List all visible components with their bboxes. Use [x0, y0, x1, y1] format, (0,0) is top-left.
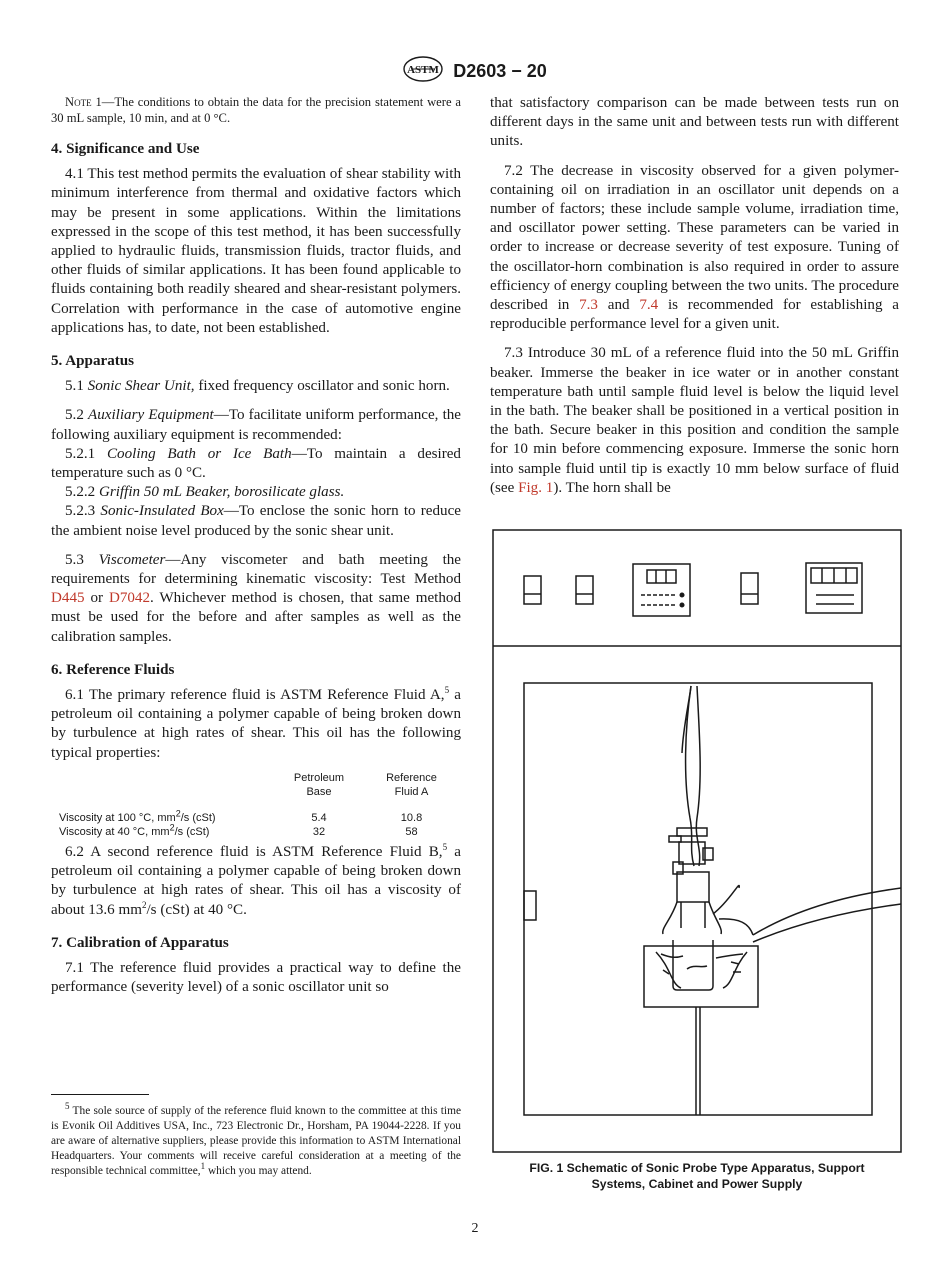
link-d7042[interactable]: D7042	[108, 590, 151, 607]
section-4-heading: 4. Significance and Use	[51, 141, 200, 157]
para-5-2-3: 5.2.3 Sonic-Insulated Box—To enclose the sonic horn to reduce the ambient noise level produced by the sonic shear unit.	[51, 503, 461, 539]
document-id: D2603 − 20	[453, 61, 547, 81]
para-7-1-continued: that satisfactory comparison can be made between tests run on different days in the same unit and between tests run with different units.	[490, 95, 899, 150]
figure-1-caption: FIG. 1 Schematic of Sonic Probe Type Apparatus, Support Systems, Cabinet and Power Supply	[529, 1161, 865, 1191]
sonic-insulated-box	[524, 683, 872, 1115]
para-7-3: 7.3 Introduce 30 mL of a reference fluid into the 50 mL Griffin beaker. Immerse the beaker in ice water or in another constant temperature bath until sample fluid level is below the liquid level in the bath. The beaker shall be positioned in a vertical position in the bath. Secure beaker in this position and condition the sample for 10 min before commencing exposure. Immerse the sonic horn into sample fluid until tip is exactly 10 mm below surface of fluid (see Fig. 1). The horn shall be	[490, 345, 899, 496]
footnote-5: $^5$ The sole source of supply of the reference fluid known to the committee at this time is Evonik Oil Additives USA, Inc., 723 Electronic Dr., Horsham, PA 19044-2228. If you are aware of alternative suppliers, please provide this information to ASTM International Headquarters. Your comments will receive careful consideration at a meeting of the responsible technical committee,$^1$ which you may attend.	[51, 1101, 461, 1177]
astm-logo-icon	[403, 56, 443, 87]
link-7-4[interactable]: 7.4	[639, 297, 659, 314]
table-row: Viscosity at 100 °C, $mm^2/s$ (cSt) 5.4 10.8	[59, 808, 423, 824]
section-5-heading: 5. Apparatus	[51, 353, 135, 370]
cable	[719, 919, 753, 935]
page-number: 2	[471, 1221, 479, 1236]
beaker	[656, 940, 747, 990]
para-4-1: 4.1 This test method permits the evaluation of shear stability with minimum interference from thermal and oxidative factors which may be present in some applications. Within the limitations expressed in the scope of this test method, it has been successfully applied to hydraulic fluids, transmission fluids, tractor fluids, and other fluids of similar applications. It has been found applicable to fluids containing both readily sheared and shear-resistant polymers. Correlation with performance in the case of automotive engine applications has, to date, not been established.	[51, 166, 461, 336]
footnote-rule	[51, 1094, 149, 1095]
link-7-3[interactable]: 7.3	[579, 297, 598, 314]
para-6-2: 6.2 A second reference fluid is ASTM Reference Fluid B,$^5$ a petroleum oil containing a polymer capable of being broken down by turbulence at high rates of shear. This oil has a viscosity of about 13.6 $mm^2/s$ (cSt) at 40 °C.	[51, 841, 461, 918]
note-1: Note 1—The conditions to obtain the data for the precision statement were a 30 mL sample, 10 min, and at 0 °C.	[51, 95, 461, 125]
logo-text: ASTM	[407, 64, 440, 76]
para-5-2-2: 5.2.2 Griffin 50 mL Beaker, borosilicate glass.	[65, 484, 345, 501]
para-5-1: 5.1 Sonic Shear Unit, fixed frequency oscillator and sonic horn.	[65, 378, 450, 395]
para-5-2-1: 5.2.1 Cooling Bath or Ice Bath—To maintain a desired temperature such as 0 °C.	[51, 445, 461, 482]
switch-3	[741, 573, 758, 604]
section-7-heading: 7. Calibration of Apparatus	[51, 934, 229, 951]
switch-2	[576, 576, 593, 604]
meter-2	[806, 563, 862, 613]
switch-1	[524, 576, 541, 604]
table-header-row: Petroleum Base Reference Fluid A	[293, 771, 437, 798]
page-header	[0, 56, 950, 87]
para-6-1: 6.1 The primary reference fluid is ASTM Reference Fluid A,$^5$ a petroleum oil containing a polymer capable of being broken down by turbulence at high rates of shear. This oil has the following typical properties:	[51, 685, 461, 761]
left-column	[51, 94, 461, 997]
para-7-2: 7.2 The decrease in viscosity observed for a given polymer-containing oil on irradiation in an oscillator unit depends on a number of factors; these include sample volume, irradiation time, and oscillator power setting. These parameters can be varied in order to increase or decrease severity of test exposure. Tuning of the oscillator-horn combination is also required in order to assure efficiency of energy coupling between the two units. The procedure described in 7.3 and 7.4 is recommended for establishing a reproducible performance level for a given unit.	[490, 162, 899, 333]
door-latch	[524, 891, 536, 920]
meter-1	[633, 564, 690, 616]
section-6-heading: 6. Reference Fluids	[51, 661, 175, 678]
table-row: Viscosity at 40 °C, $mm^2/s$ (cSt) 32 58	[59, 822, 418, 838]
ice-bath	[644, 946, 758, 1007]
right-column	[490, 94, 899, 498]
para-5-3: 5.3 Viscometer—Any viscometer and bath meeting the requirements for determining kinematic viscosity: Test Method D445 or D7042. Whichever method is chosen, that same method must be used for the before and after samples as well as the calibration samples.	[51, 551, 462, 645]
link-fig-1[interactable]: Fig. 1	[518, 479, 554, 496]
para-5-2: 5.2 Auxiliary Equipment—To facilitate uniform performance, the following auxiliary equipment is recommended:	[51, 407, 462, 443]
link-d445[interactable]: D445	[51, 590, 85, 607]
properties-table	[59, 771, 459, 839]
para-7-1: 7.1 The reference fluid provides a practical way to define the performance (severity level) of a sonic oscillator unit so	[51, 959, 461, 996]
figure-1	[491, 528, 903, 1159]
apparatus-schematic	[491, 528, 903, 1154]
